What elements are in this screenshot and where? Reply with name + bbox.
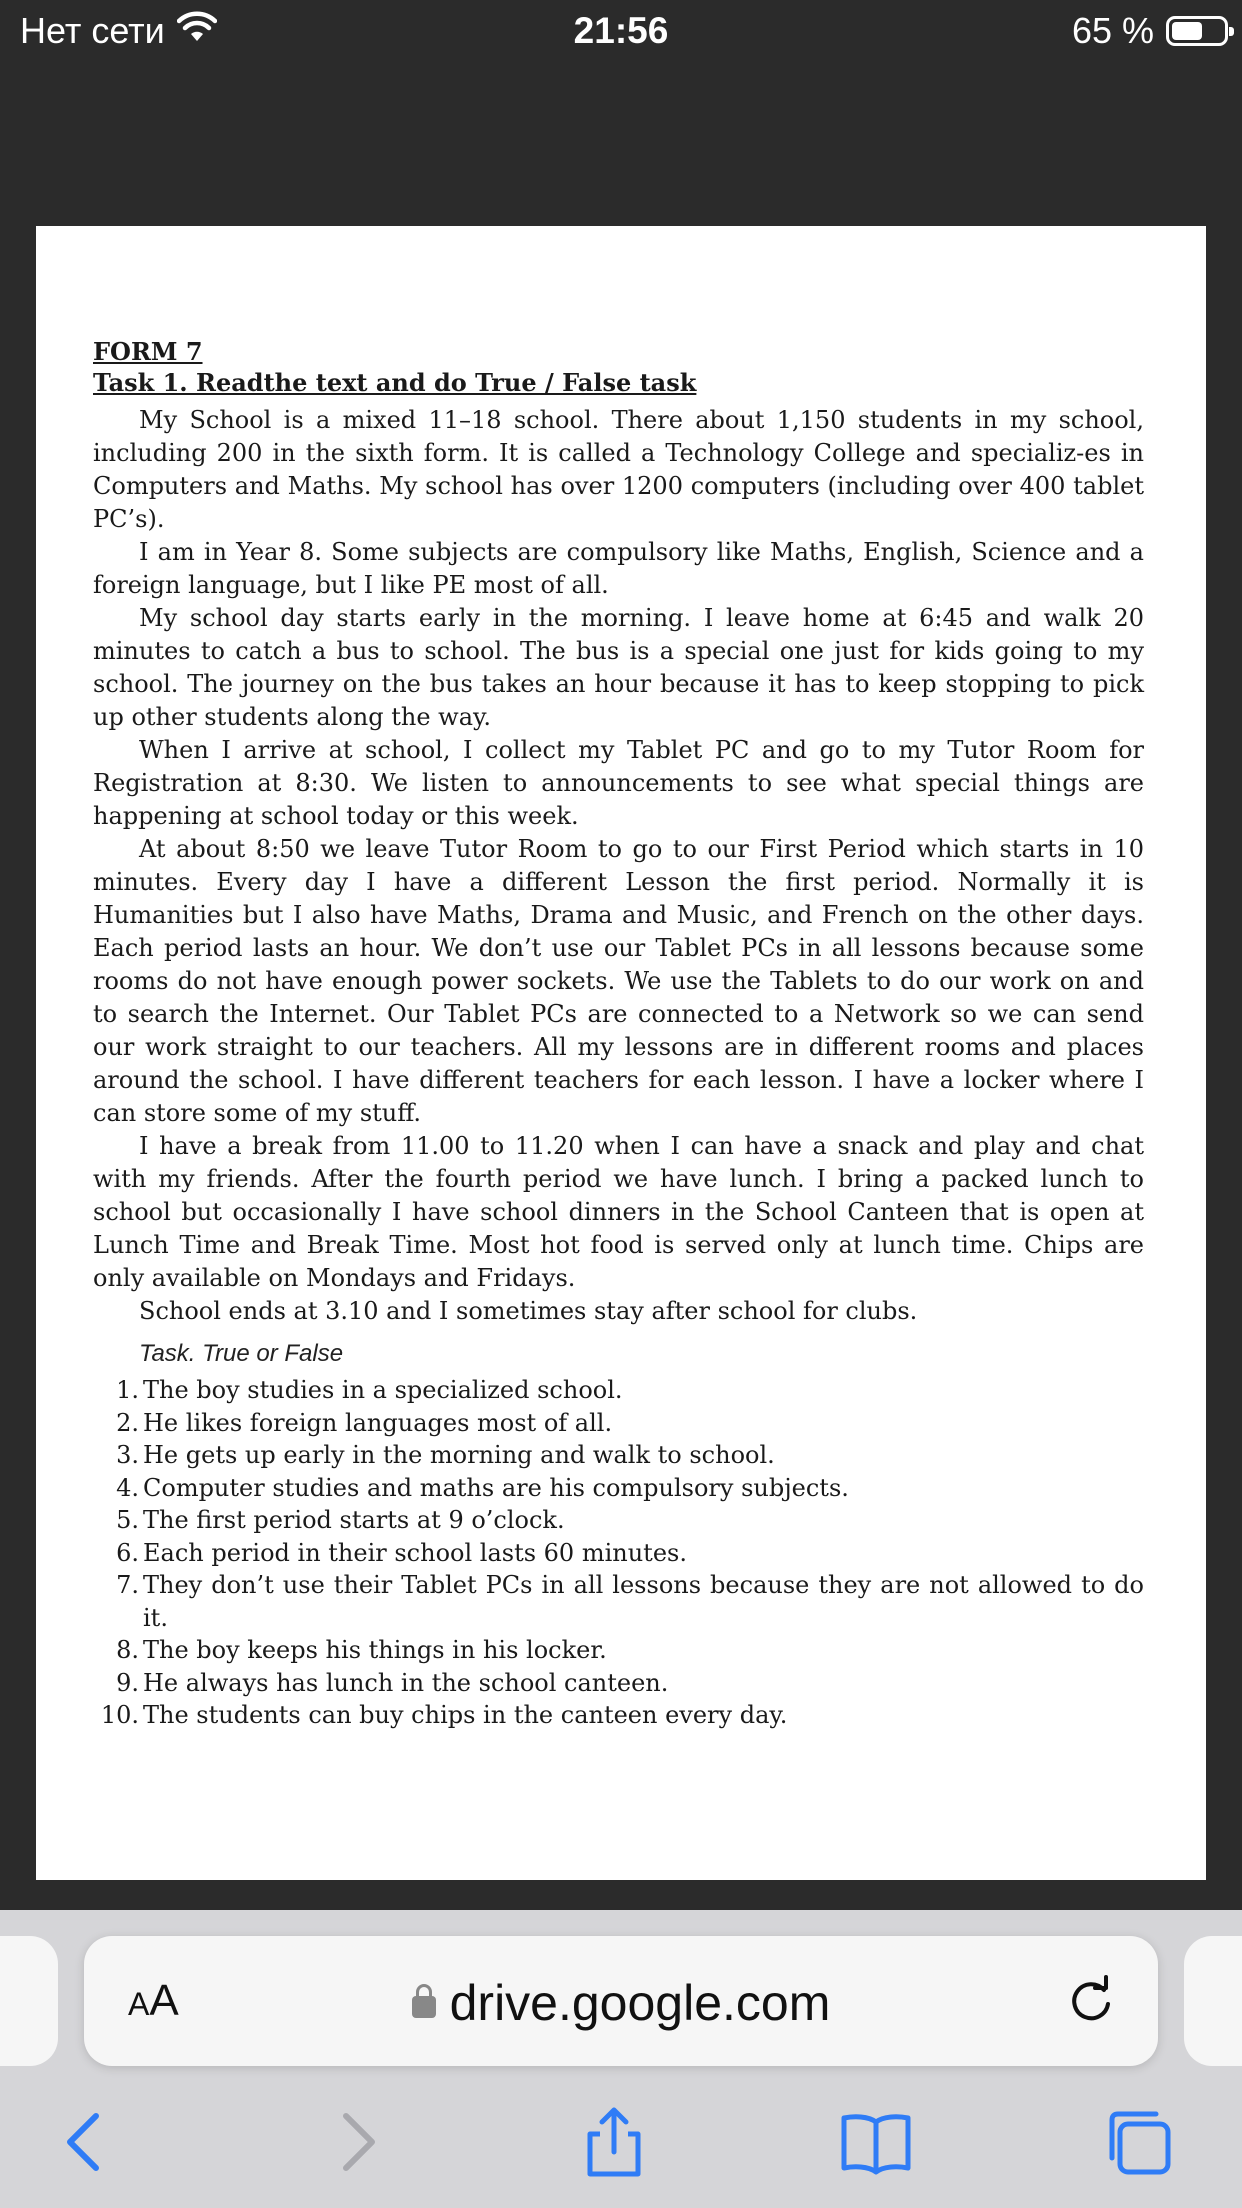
list-item (93, 1439, 1144, 1472)
list-item (93, 1634, 1144, 1667)
forward-button[interactable] (318, 2104, 394, 2180)
list-item (93, 1569, 1144, 1634)
paragraph: My School is a mixed 11–18 school. There about 1,150 students in my school, including 200 in the sixth form. It is called a Technology College and specializ-es in Computers and Maths. My school has over 1200 computers (including over 400 tablet PC’s). (93, 406, 1144, 533)
form-title: FORM 7 (93, 337, 203, 366)
list-item (93, 1537, 1144, 1570)
paragraph: My school day starts early in the morning. I leave home at 6:45 and walk 20 minutes to catch a bus to school. The bus is a special one just for kids going to my school. The journey on the bus takes an hour because it has to keep stopping to pick up other students along the way. (93, 604, 1144, 731)
battery-percent: 65 % (1071, 10, 1154, 51)
paragraph: I am in Year 8. Some subjects are compulsory like Maths, English, Science and a foreign language, but I like PE most of all. (93, 538, 1144, 599)
question-number: 10. (100, 1701, 139, 1729)
question-text: The boy studies in a specialized school. (143, 1376, 623, 1404)
address-bar[interactable] (84, 1936, 1158, 2066)
text-size-button[interactable]: AA (128, 1976, 179, 2025)
previous-tab-card[interactable] (0, 1936, 58, 2066)
reload-icon[interactable] (1064, 1974, 1118, 2028)
question-number: 6. (116, 1538, 139, 1567)
question-number: 8. (116, 1636, 139, 1664)
question-text: He likes foreign languages most of all. (143, 1408, 613, 1437)
clock: 21:56 (573, 10, 669, 51)
task-label: Task. True or False (139, 1340, 344, 1367)
battery-fill (1172, 22, 1202, 40)
question-list (93, 1374, 1144, 1732)
list-item (93, 1374, 1144, 1407)
tabs-button[interactable] (1100, 2104, 1176, 2180)
question-text: They don’t use their Tablet PCs in all lessons because they are not allowed to do it. (143, 1571, 1144, 1632)
question-number: 9. (116, 1668, 139, 1697)
carrier-label: Нет сети (20, 10, 165, 51)
bottom-toolbar (0, 2090, 1242, 2208)
share-button[interactable] (576, 2104, 652, 2180)
question-text: The first period starts at 9 o’clock. (143, 1506, 565, 1534)
url-text[interactable]: drive.google.com (84, 1974, 1158, 2032)
browser-chrome (0, 1910, 1242, 2208)
list-item (93, 1667, 1144, 1700)
status-bar (0, 0, 1242, 64)
list-item (93, 1699, 1144, 1732)
task-title: Task 1. Readthe text and do True / False task (93, 368, 697, 397)
reading-text (93, 404, 1144, 1328)
question-text: The students can buy chips in the canteen every day. (143, 1701, 788, 1729)
question-number: 3. (116, 1441, 139, 1469)
document-page[interactable] (36, 226, 1206, 1880)
paragraph: At about 8:50 we leave Tutor Room to go to our First Period which starts in 10 minutes. Every day I have a different Lesson the first period. Normally it is Humanities but I also have Maths, Drama and Music, and French on the other days. Each period lasts an hour. We don’t use our Tablet PCs in all lessons because some rooms do not have enough power sockets. We use the Tablets to do our work on and to search the Internet. Our Tablet PCs are connected to a Network so we can send our work straight to our teachers. All my lessons are in different rooms and places around the school. I have different teachers for each lesson. I have a locker where I can store some of my stuff. (93, 835, 1144, 1127)
question-number: 4. (116, 1473, 139, 1502)
question-number: 2. (116, 1408, 139, 1437)
question-text: Computer studies and maths are his compulsory subjects. (143, 1473, 849, 1502)
question-text: The boy keeps his things in his locker. (143, 1636, 607, 1664)
list-item (93, 1504, 1144, 1537)
question-number: 1. (116, 1376, 139, 1404)
bookmarks-button[interactable] (838, 2104, 914, 2180)
question-text: He always has lunch in the school canteen. (143, 1668, 669, 1697)
question-text: He gets up early in the morning and walk to school. (143, 1441, 775, 1469)
list-item (93, 1407, 1144, 1440)
back-button[interactable] (48, 2104, 124, 2180)
next-tab-card[interactable] (1184, 1936, 1242, 2066)
question-text: Each period in their school lasts 60 minutes. (143, 1538, 687, 1567)
paragraph: School ends at 3.10 and I sometimes stay after school for clubs. (139, 1297, 918, 1325)
battery-icon (1166, 16, 1228, 46)
paragraph: I have a break from 11.00 to 11.20 when I can have a snack and play and chat with my friends. After the fourth period we have lunch. I bring a packed lunch to school but occasionally I have school dinners in the School Canteen that is open at Lunch Time and Break Time. Most hot food is served only at lunch time. Chips are only available on Mondays and Fridays. (93, 1132, 1144, 1292)
question-number: 5. (116, 1506, 139, 1534)
paragraph: When I arrive at school, I collect my Tablet PC and go to my Tutor Room for Registration at 8:30. We listen to announcements to see what special things are happening at school today or this week. (93, 736, 1144, 830)
list-item (93, 1472, 1144, 1505)
lock-icon (412, 1996, 436, 2018)
question-number: 7. (116, 1571, 139, 1599)
